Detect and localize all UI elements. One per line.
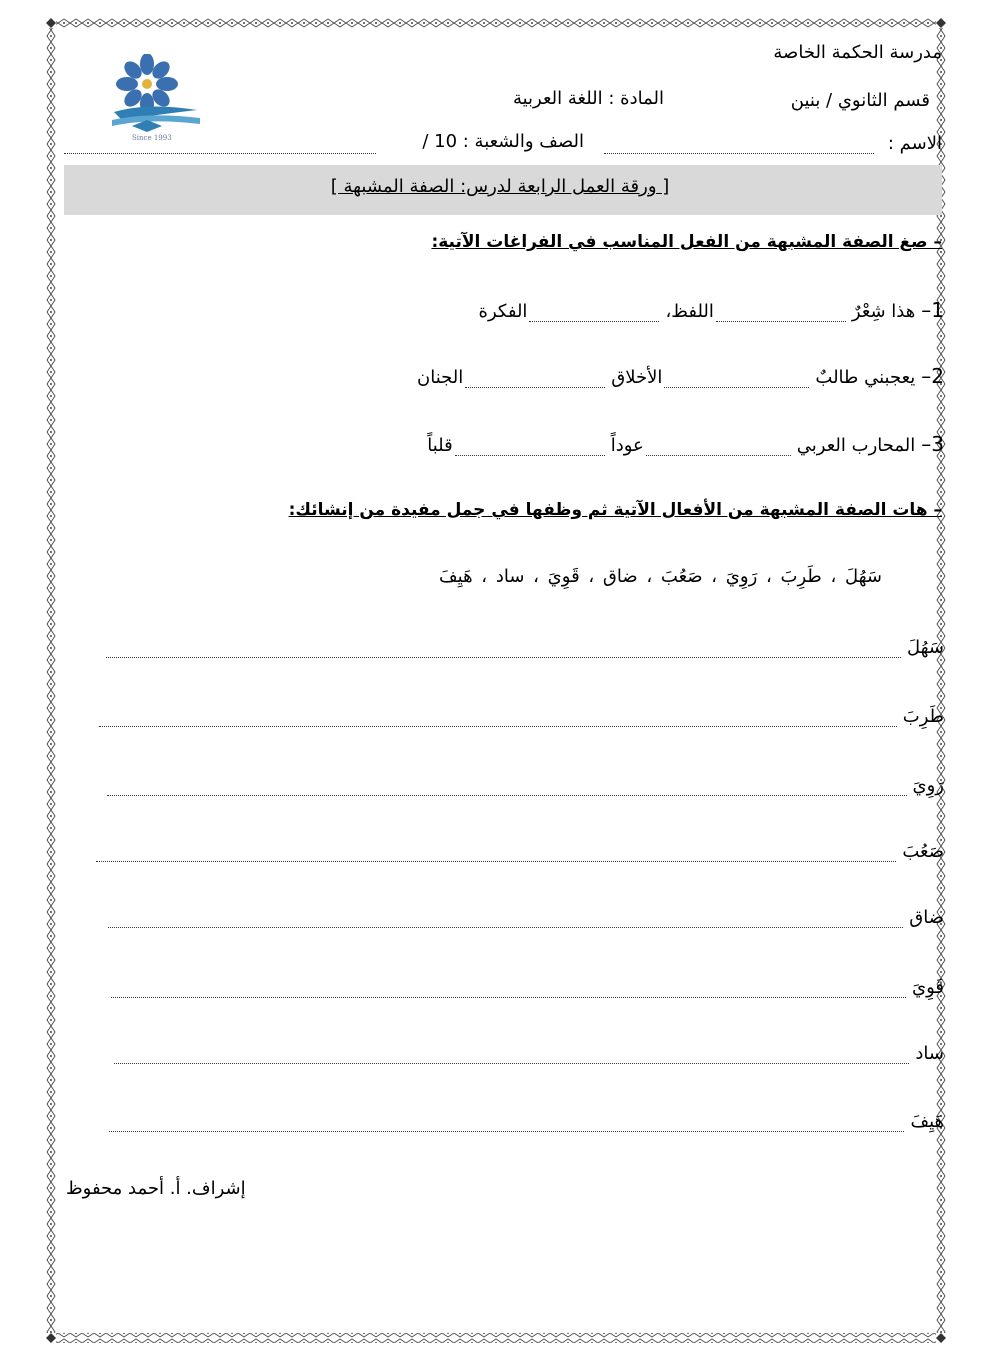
item-number: 2–: [921, 364, 944, 388]
item-word: الأخلاق: [611, 367, 663, 388]
sentence-row: [96, 832, 944, 862]
item-number: 1–: [921, 298, 944, 322]
verb-label: ضاق: [909, 907, 944, 928]
sentence-field[interactable]: [107, 794, 907, 796]
sentence-field[interactable]: [99, 725, 897, 727]
worksheet-title: [ ورقة العمل الرابعة لدرس: الصفة المشبهة ]: [330, 176, 670, 197]
verb-label: قَوِيَ: [912, 977, 944, 998]
subject-label: المادة : اللغة العربية: [512, 88, 664, 109]
section2-instruction: – هات الصفة المشبهة من الأفعال الآتية ثم وظفها في جمل مفيدة من إنشائك:: [288, 500, 942, 520]
class-field[interactable]: [64, 152, 376, 154]
sentence-field[interactable]: [96, 860, 896, 862]
sentence-field[interactable]: [108, 926, 903, 928]
sentence-row: [106, 628, 944, 658]
item-word: الفكرة: [478, 301, 528, 322]
verb-label: سَهُلَ: [906, 637, 944, 658]
blank-field[interactable]: [455, 454, 605, 456]
verb-label: صَعُبَ: [902, 841, 944, 862]
blank-field[interactable]: [716, 320, 846, 322]
sentence-row: [114, 1034, 944, 1064]
exercise-row-1: [473, 292, 944, 322]
department-label: قسم الثانوي / بنين: [790, 90, 930, 111]
exercise-row-3: [421, 426, 944, 456]
verb-label: ساد: [915, 1043, 944, 1064]
class-label: الصف والشعبة : 10 /: [422, 131, 584, 152]
name-label: الاسم :: [887, 133, 942, 154]
item-lead: هذا شِعْرٌ: [851, 301, 916, 322]
sentence-row: [109, 1102, 944, 1132]
item-word: قلباً: [427, 435, 453, 456]
blank-field[interactable]: [664, 386, 809, 388]
section1-instruction: – صغ الصفة المشبهة من الفعل المناسب في الفراغات الآتية:: [431, 232, 942, 252]
blank-field[interactable]: [646, 454, 791, 456]
supervisor-credit: إشراف. أ. أحمد محفوظ: [66, 1178, 246, 1199]
blank-field[interactable]: [529, 320, 659, 322]
sentence-row: [108, 898, 944, 928]
exercise-row-2: [411, 358, 944, 388]
verbs-list: سَهُلَ ، طَرِبَ ، رَوِيَ ، صَعُبَ ، ضاق ، قَوِيَ ، ساد ، هَيِفَ: [439, 566, 882, 587]
name-field[interactable]: [604, 152, 874, 154]
verb-label: طَرِبَ: [902, 706, 944, 727]
verb-label: هَيِفَ: [910, 1111, 944, 1132]
blank-field[interactable]: [465, 386, 605, 388]
verb-label: رَوِيَ: [912, 775, 944, 796]
sentence-row: [107, 766, 944, 796]
item-word: الجنان: [417, 367, 464, 388]
sentence-row: [111, 968, 944, 998]
sentence-field[interactable]: [109, 1130, 904, 1132]
item-number: 3–: [921, 432, 944, 456]
sentence-field[interactable]: [111, 996, 906, 998]
item-word: اللفظ،: [665, 301, 714, 322]
school-name: مدرسة الحكمة الخاصة: [773, 42, 942, 63]
sentence-field[interactable]: [106, 656, 901, 658]
sentence-field[interactable]: [114, 1062, 909, 1064]
item-lead: المحارب العربي: [796, 435, 916, 456]
worksheet: [60, 30, 944, 1330]
item-lead: يعجبني طالبٌ: [815, 367, 916, 388]
item-word: عوداً: [610, 435, 644, 456]
logo-caption: Since 1993: [132, 134, 172, 142]
sentence-row: [99, 697, 944, 727]
